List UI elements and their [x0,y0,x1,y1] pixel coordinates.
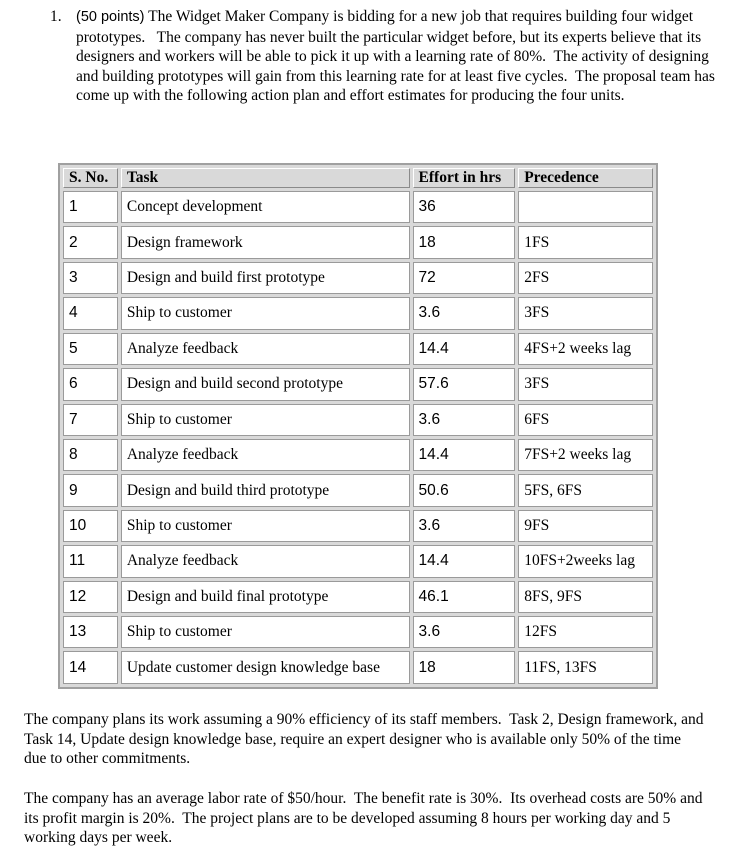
table-row [63,404,653,436]
cell-effort: 14.4 [413,333,516,365]
cell-sno: 11 [63,545,118,577]
cell-task: Concept development [121,191,410,223]
cell-precedence: 8FS, 9FS [518,581,653,613]
cell-sno: 6 [63,368,118,400]
cell-task: Design and build first prototype [121,262,410,294]
table-row [63,297,653,329]
cell-precedence: 7FS+2 weeks lag [518,439,653,471]
cell-effort: 3.6 [413,616,516,648]
table-row [63,368,653,400]
cell-precedence: 12FS [518,616,653,648]
table-header-row [63,168,653,188]
cell-task: Ship to customer [121,510,410,542]
cell-precedence: 10FS+2weeks lag [518,545,653,577]
cell-effort: 50.6 [413,474,516,506]
cell-precedence: 9FS [518,510,653,542]
table-row [63,474,653,506]
cell-task: Analyze feedback [121,333,410,365]
paragraph-costs: The company has an average labor rate of $50/hour. The benefit rate is 30%. Its overhead costs are 50% and its profit margin is 20%. The project plans are to be developed assuming 8 hours per working day and 5 working days per week. [24,790,703,847]
table-body [63,191,653,684]
cell-task: Ship to customer [121,616,410,648]
table-row [63,226,653,258]
cell-precedence: 2FS [518,262,653,294]
header-precedence: Precedence [518,168,653,188]
cell-precedence: 3FS [518,297,653,329]
cell-task: Ship to customer [121,404,410,436]
cell-sno: 2 [63,226,118,258]
table-row [63,581,653,613]
cell-effort: 57.6 [413,368,516,400]
cell-task: Analyze feedback [121,439,410,471]
cell-sno: 3 [63,262,118,294]
cell-effort: 3.6 [413,510,516,542]
question-body: The Widget Maker Company is bidding for a new job that requires building four widget prototypes. The company has never built the particular widget before, but its experts believe that its designers and workers will be able to pick it up with a learning rate of 80%. The activity of designing and building prototypes will gain from this learning rate for at least five cycles. The proposal team has come up with the following action plan and effort estimates for producing the four units. [76,8,715,105]
cell-task: Design framework [121,226,410,258]
cell-task: Design and build second prototype [121,368,410,400]
cell-sno: 14 [63,651,118,684]
cell-precedence: 1FS [518,226,653,258]
cell-precedence: 4FS+2 weeks lag [518,333,653,365]
cell-effort: 46.1 [413,581,516,613]
question-number: 1. [50,8,62,25]
cell-task: Update customer design knowledge base [121,651,410,684]
cell-effort: 3.6 [413,404,516,436]
table-row [63,262,653,294]
question-points: (50 points) [76,9,145,25]
cell-sno: 4 [63,297,118,329]
cell-task: Design and build third prototype [121,474,410,506]
cell-effort: 3.6 [413,297,516,329]
cell-sno: 13 [63,616,118,648]
table-row [63,333,653,365]
cell-precedence: 3FS [518,368,653,400]
table-row [63,439,653,471]
header-sno: S. No. [63,168,118,188]
cell-sno: 10 [63,510,118,542]
table-row [63,191,653,223]
cell-sno: 1 [63,191,118,223]
cell-sno: 7 [63,404,118,436]
table-row [63,616,653,648]
cell-precedence: 5FS, 6FS [518,474,653,506]
table-row [63,510,653,542]
cell-sno: 12 [63,581,118,613]
header-task: Task [121,168,410,188]
task-table [58,163,658,689]
cell-task: Ship to customer [121,297,410,329]
table-row [63,545,653,577]
cell-sno: 5 [63,333,118,365]
cell-effort: 14.4 [413,545,516,577]
cell-effort: 18 [413,226,516,258]
cell-task: Design and build final prototype [121,581,410,613]
cell-sno: 8 [63,439,118,471]
question-text [76,7,716,106]
cell-effort: 72 [413,262,516,294]
cell-precedence: 6FS [518,404,653,436]
paragraph-efficiency: The company plans its work assuming a 90% efficiency of its staff members. Task 2, Design framework, and Task 14, Update design knowledge base, require an expert designer who is available only 50% of the time due to other commitments. [24,711,704,768]
cell-effort: 14.4 [413,439,516,471]
cell-precedence [518,191,653,223]
cell-sno: 9 [63,474,118,506]
cell-task: Analyze feedback [121,545,410,577]
table-row [63,651,653,684]
cell-effort: 36 [413,191,516,223]
cell-precedence: 11FS, 13FS [518,651,653,684]
header-effort: Effort in hrs [413,168,516,188]
cell-effort: 18 [413,651,516,684]
